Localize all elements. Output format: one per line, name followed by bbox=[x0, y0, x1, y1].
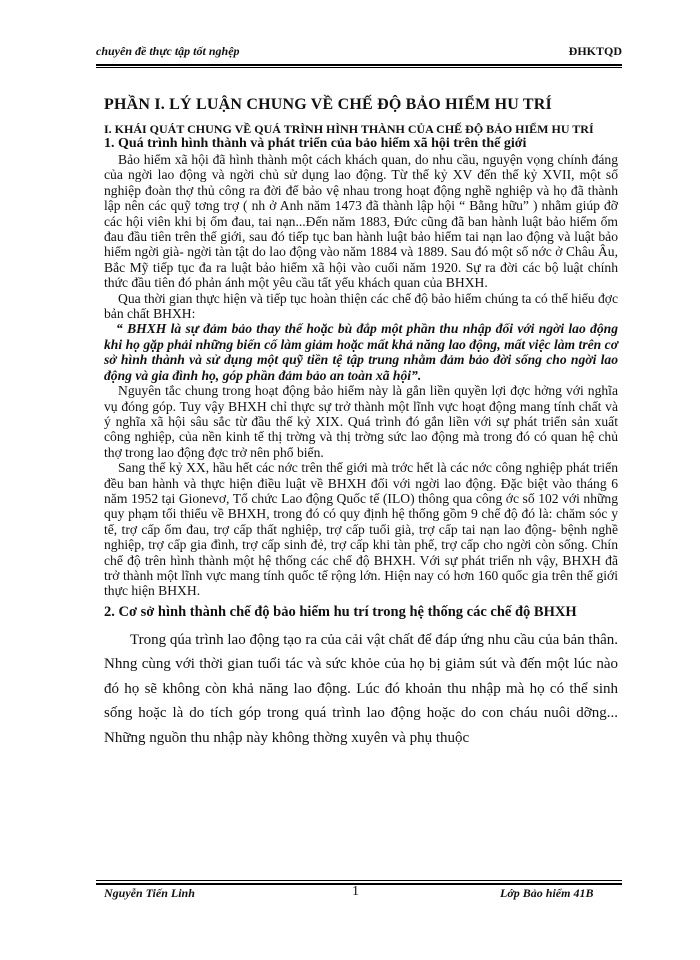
paragraph: Sang thế kỷ XX, hầu hết các nớc trên thế giới mà trớc hết là các nớc công nghiệp phát triển đều ban hành và thực hiện điều luật về BHXH đối với ngời lao động. Đặc biệt vào tháng 6 năm 1952 tại Gionevơ, Tổ chức Lao động Quốc tế (ILO) thông qua công ớc số 102 với những quy phạm tối thiểu về BHXH, trong đó có quy định hệ thống gồm 9 chế độ đó là: chăm sóc y tế, trợ cấp ốm đau, trợ cấp thất nghiệp, trợ cấp tuổi già, trợ cấp tai nạn lao động- bệnh nghề nghiệp, trợ cấp gia đình, trợ cấp sinh đẻ, trợ cấp khi tàn phế, trợ cấp cho ngời còn sống. Chín chế độ trên hình thành một hệ thống các chế độ BHXH. Với sự phát triển nh vậy, BHXH đã trở thành một lĩnh vực mang tính quốc tế rộng lớn. Hiện nay có hơn 160 quốc gia trên thế giới thực hiện BHXH. bbox=[104, 460, 618, 599]
header-right-text: ĐHKTQD bbox=[568, 44, 622, 58]
header-divider-thin bbox=[96, 67, 622, 68]
document-body bbox=[104, 96, 618, 750]
part-title: PHẦN I. LÝ LUẬN CHUNG VỀ CHẾ ĐỘ BẢO HIỂM HU TRÍ bbox=[104, 96, 552, 113]
paragraph: Qua thời gian thực hiện và tiếp tục hoàn thiện các chế độ bảo hiểm chúng ta có thể hiểu đợc bản chất BHXH: bbox=[104, 290, 618, 322]
header-divider bbox=[96, 64, 622, 66]
page-number: 1 bbox=[352, 884, 359, 899]
section-title: I. KHÁI QUÁT CHUNG VỀ QUÁ TRÌNH HÌNH THÀNH CỦA CHẾ ĐỘ BẢO HIỂM HU TRÍ bbox=[104, 122, 594, 136]
footer-author: Nguyễn Tiến Linh bbox=[104, 886, 195, 900]
subsection-1-title: 1. Quá trình hình thành và phát triển của bảo hiểm xã hội trên thế giới bbox=[104, 136, 527, 151]
subsection-2-title: 2. Cơ sở hình thành chế độ bảo hiểm hu trí trong hệ thống các chế độ BHXH bbox=[104, 603, 577, 620]
footer-divider-thin bbox=[96, 880, 622, 881]
footer-class: Lớp Bảo hiểm 41B bbox=[500, 886, 594, 900]
paragraph: Nguyên tắc chung trong hoạt động bảo hiểm này là gắn liền quyền lợi đợc hởng với nghĩa vụ đóng góp. Tuy vậy BHXH chỉ thực sự trở thành một lĩnh vực hoạt động mang tính chất và ý nghĩa xã hội sâu sắc từ đầu thế kỷ XIX. Quá trình đó gắn liền với sự phát triển sản xuất công nghiệp, của nền kinh tế thị trờng và thị trờng sức lao động mà trong đó có quan hệ chủ thợ trong lao động đợc trở nên phổ biến. bbox=[104, 383, 618, 460]
page-header bbox=[96, 44, 622, 64]
definition-quote: “ BHXH là sự đảm bảo thay thế hoặc bù đắp một phần thu nhập đối với ngời lao động khi họ gặp phải những biến cố làm giảm hoặc mất khả năng lao động, mất việc làm trên cơ sở hình thành và sử dụng một quỹ tiền tệ tập trung nhằm đảm bảo đời sống cho ngời lao động và gia đình họ, góp phần đảm bảo an toàn xã hội”. bbox=[104, 321, 618, 383]
paragraph: Trong qúa trình lao động tạo ra của cải vật chất để đáp ứng nhu cầu của bản thân. Nhng cùng với thời gian tuổi tác và sức khỏe của họ bị giảm sút và đến một lúc nào đó họ sẽ không còn khả năng lao động. Lúc đó khoản thu nhập mà họ có thể sinh sống hoặc là do tích góp trong quá trình lao động hoặc do con cháu nuôi dỡng... Những nguồn thu nhập này không thờng xuyên và phụ thuộc bbox=[104, 631, 618, 746]
header-left-text: chuyên đề thực tập tốt nghệp bbox=[96, 44, 240, 58]
paragraph: Bảo hiểm xã hội đã hình thành một cách khách quan, do nhu cầu, nguyện vọng chính đáng của ngời lao động và ngời chủ sử dụng lao động. Từ thế kỷ XV đến thế kỷ XVII, một số nghiệp đoàn thợ thủ công ra đời để bảo vệ nhau trong hoạt động nghề nghiệp và họ đã thành lập nên các quỹ tơng trợ ( nh ở Anh năm 1473 đã thành lập hội “ Bằng hữu” ) nhằm giúp đỡ các hội viên khi bị ốm đau, tai nạn...Đến năm 1883, Đức cũng đã ban hành luật bảo hiểm ốm đau đầu tiên trên thế giới, sau đó tiếp tục ban hành luật bảo hiểm tai nạn lao động và luật bảo hiểm ngời già- ngời tàn tật do lao động vào năm 1884 và 1889. Sau đó một số nớc ở Châu Âu, Bắc Mỹ tiếp tục đa ra luật bảo hiểm xã hội vào cuối năm 1920. Sự ra đời các bộ luật chính thức đầu tiên đó phản ánh một yêu cầu tất yếu khách quan của BHXH. bbox=[104, 152, 618, 291]
footer-divider bbox=[96, 883, 622, 885]
